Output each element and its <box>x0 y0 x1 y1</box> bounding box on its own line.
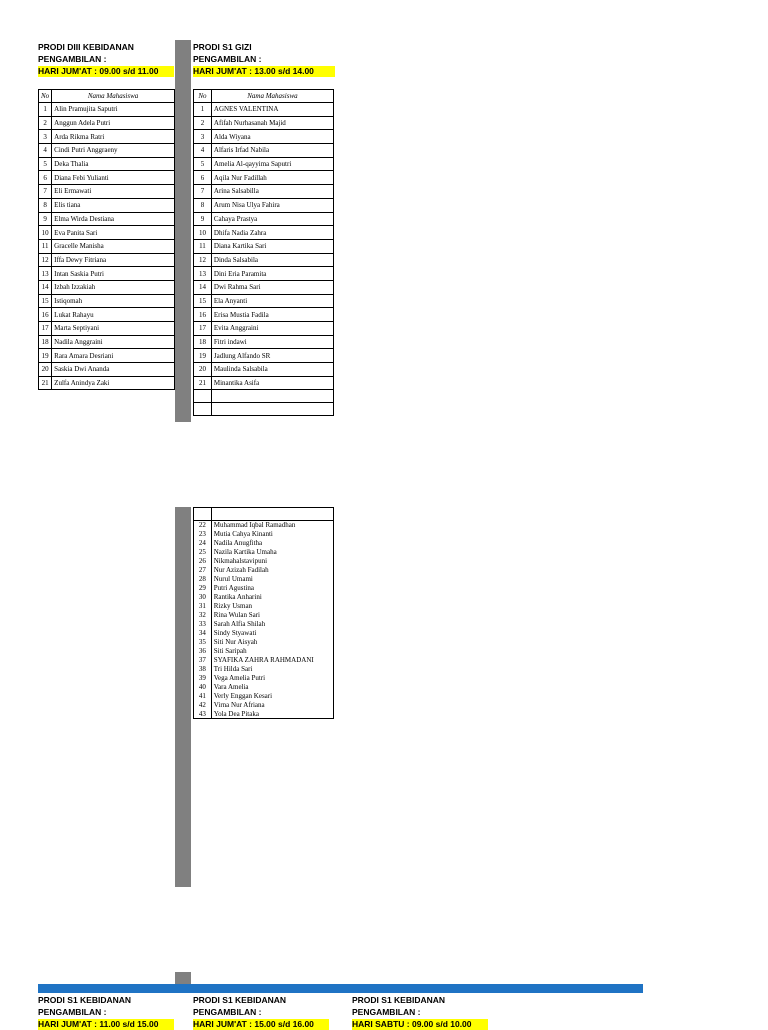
table-row <box>39 253 175 267</box>
student-name: Diana Kartika Sari <box>211 239 333 253</box>
row-number: 13 <box>39 267 52 281</box>
table-row <box>194 294 334 308</box>
col-nama-header: Nama Mahasiswa <box>52 90 175 103</box>
student-name: Jadlung Alfando SR <box>211 349 333 363</box>
student-name: Mutia Cahya Kinanti <box>211 530 333 539</box>
bottom-pengambilan-label-3: PENGAMBILAN : <box>352 1007 421 1017</box>
table-row <box>39 185 175 199</box>
row-number: 27 <box>194 566 212 575</box>
row-number: 12 <box>194 253 212 267</box>
table-row <box>39 322 175 336</box>
table-row <box>194 267 334 281</box>
student-name: Nurul Umami <box>211 575 333 584</box>
table-row <box>39 130 175 144</box>
row-number: 20 <box>39 363 52 377</box>
d3-pengambilan-label: PENGAMBILAN : <box>38 54 107 64</box>
table-row <box>194 280 334 294</box>
student-name: Vega Amelia Putri <box>211 674 333 683</box>
gizi-prodi-title: PRODI S1 GIZI <box>193 42 252 52</box>
student-name: Eva Panita Sari <box>52 226 175 240</box>
student-name: Arum Nisa Ulya Fahira <box>211 198 333 212</box>
table-row <box>39 294 175 308</box>
row-number: 29 <box>194 584 212 593</box>
table-row <box>194 116 334 130</box>
student-name: Tri Hilda Sari <box>211 665 333 674</box>
row-number: 14 <box>39 280 52 294</box>
row-number: 6 <box>194 171 212 185</box>
student-name: Nadila Anugfitha <box>211 539 333 548</box>
row-number: 1 <box>39 103 52 117</box>
table-row <box>194 701 334 710</box>
table-row <box>194 130 334 144</box>
table-row <box>194 602 334 611</box>
table-row <box>194 185 334 199</box>
table-row <box>39 103 175 117</box>
row-number: 25 <box>194 548 212 557</box>
row-number: 1 <box>194 103 212 117</box>
table-row <box>194 530 334 539</box>
student-name: Izbah Izzakiah <box>52 280 175 294</box>
row-number: 10 <box>39 226 52 240</box>
student-name: Diana Febi Yulianti <box>52 171 175 185</box>
row-number: 43 <box>194 710 212 719</box>
row-number: 6 <box>39 171 52 185</box>
student-name: Dhifa Nadia Zahra <box>211 226 333 240</box>
student-name: Deka Thalia <box>52 157 175 171</box>
student-name: Nikmahalstavipuni <box>211 557 333 566</box>
row-number: 2 <box>194 116 212 130</box>
table-row <box>194 376 334 390</box>
student-name: Saskia Dwi Ananda <box>52 363 175 377</box>
row-number: 18 <box>39 335 52 349</box>
student-name: Sarah Alfia Shilah <box>211 620 333 629</box>
row-number: 10 <box>194 226 212 240</box>
student-name: Nazila Kartika Umaha <box>211 548 333 557</box>
d3-prodi-title: PRODI DIII KEBIDANAN <box>38 42 134 52</box>
table-row <box>194 198 334 212</box>
row-number: 40 <box>194 683 212 692</box>
table-row <box>194 710 334 719</box>
blank-cell <box>194 390 212 403</box>
bottom-jadwal-3: HARI SABTU : 09.00 s/d 10.00 <box>352 1019 488 1030</box>
empty-row <box>194 390 334 403</box>
student-name: Minantika Asifa <box>211 376 333 390</box>
row-number: 7 <box>194 185 212 199</box>
row-number: 11 <box>39 239 52 253</box>
table-row <box>194 253 334 267</box>
student-name: Rina Wulan Sari <box>211 611 333 620</box>
student-name: Elis tiana <box>52 198 175 212</box>
student-name: Amelia Al-qayyima Saputri <box>211 157 333 171</box>
table-row <box>194 548 334 557</box>
student-name: Rara Amara Desriani <box>52 349 175 363</box>
row-number: 9 <box>194 212 212 226</box>
gizi-student-table-continued <box>193 507 334 719</box>
student-name: Rantika Anharini <box>211 593 333 602</box>
table-row <box>39 226 175 240</box>
row-number: 5 <box>39 157 52 171</box>
column-separator-cont <box>175 507 191 887</box>
table-row <box>194 575 334 584</box>
table-row <box>194 674 334 683</box>
table-row <box>194 171 334 185</box>
empty-row <box>194 403 334 416</box>
row-number: 8 <box>39 198 52 212</box>
row-number: 11 <box>194 239 212 253</box>
column-separator <box>175 40 191 422</box>
student-name: Fitri indawi <box>211 335 333 349</box>
bottom-prodi-title-3: PRODI S1 KEBIDANAN <box>352 995 446 1005</box>
table-row <box>39 144 175 158</box>
row-number: 23 <box>194 530 212 539</box>
row-number: 12 <box>39 253 52 267</box>
row-number: 42 <box>194 701 212 710</box>
table-row <box>194 239 334 253</box>
student-name: Zulfa Anindya Zaki <box>52 376 175 390</box>
row-number: 4 <box>39 144 52 158</box>
student-name: Dinda Salsabila <box>211 253 333 267</box>
table-row <box>194 629 334 638</box>
student-name: Yola Dea Pitaka <box>211 710 333 719</box>
row-number: 19 <box>194 349 212 363</box>
student-name: Iffa Dewy Fitriana <box>52 253 175 267</box>
student-name: Nur Azizah Fadilah <box>211 566 333 575</box>
row-number: 21 <box>39 376 52 390</box>
student-name: Arina Salsabilla <box>211 185 333 199</box>
student-name: Anggun Adela Putri <box>52 116 175 130</box>
row-number: 36 <box>194 647 212 656</box>
row-number: 18 <box>194 335 212 349</box>
student-name: Arda Rikma Ratri <box>52 130 175 144</box>
row-number: 28 <box>194 575 212 584</box>
row-number: 32 <box>194 611 212 620</box>
student-name: Alfaris Irfad Nabila <box>211 144 333 158</box>
d3-jadwal: HARI JUM'AT : 09.00 s/d 11.00 <box>38 66 174 77</box>
student-name: Dwi Rahma Sari <box>211 280 333 294</box>
student-name: Alin Pramujita Saputri <box>52 103 175 117</box>
table-row <box>39 116 175 130</box>
blank-cell <box>194 403 212 416</box>
gizi-jadwal: HARI JUM'AT : 13.00 s/d 14.00 <box>193 66 335 77</box>
table-row <box>194 620 334 629</box>
gizi-pengambilan-label: PENGAMBILAN : <box>193 54 262 64</box>
student-name: Gracelle Manisha <box>52 239 175 253</box>
table-row <box>194 656 334 665</box>
student-name: Ela Anyanti <box>211 294 333 308</box>
row-number: 20 <box>194 363 212 377</box>
row-number: 7 <box>39 185 52 199</box>
student-name: Afifah Nurhasanah Majid <box>211 116 333 130</box>
col-nama-header: Nama Mahasiswa <box>211 90 333 103</box>
table-row <box>194 157 334 171</box>
student-name: Intan Saskia Putri <box>52 267 175 281</box>
table-row <box>194 638 334 647</box>
student-name: Vara Amelia <box>211 683 333 692</box>
row-number: 15 <box>194 294 212 308</box>
student-name: Maulinda Salsabila <box>211 363 333 377</box>
student-name: Eli Ermawati <box>52 185 175 199</box>
table-row <box>194 226 334 240</box>
row-number: 4 <box>194 144 212 158</box>
row-number: 14 <box>194 280 212 294</box>
row-number: 15 <box>39 294 52 308</box>
student-name: Verly Enggan Kesari <box>211 692 333 701</box>
table-row <box>194 521 334 530</box>
row-number: 38 <box>194 665 212 674</box>
table-row <box>194 692 334 701</box>
row-number: 22 <box>194 521 212 530</box>
row-number: 17 <box>39 322 52 336</box>
table-row <box>194 335 334 349</box>
table-row <box>39 198 175 212</box>
row-number: 26 <box>194 557 212 566</box>
table-row <box>39 239 175 253</box>
student-name: Aqila Nur Fadillah <box>211 171 333 185</box>
student-name: Sindy Styawati <box>211 629 333 638</box>
student-name: Evita Anggraini <box>211 322 333 336</box>
row-number: 37 <box>194 656 212 665</box>
student-name: Rizky Usman <box>211 602 333 611</box>
student-name: Muhammad Iqbal Ramadhan <box>211 521 333 530</box>
row-number: 17 <box>194 322 212 336</box>
row-number: 5 <box>194 157 212 171</box>
table-row <box>39 280 175 294</box>
bottom-pengambilan-label-1: PENGAMBILAN : <box>38 1007 107 1017</box>
row-number: 13 <box>194 267 212 281</box>
blank-cell <box>211 390 333 403</box>
table-row <box>194 611 334 620</box>
table-row <box>194 584 334 593</box>
table-row <box>39 363 175 377</box>
row-number: 19 <box>39 349 52 363</box>
row-number: 21 <box>194 376 212 390</box>
table-row <box>39 376 175 390</box>
table-row <box>39 171 175 185</box>
table-row <box>194 322 334 336</box>
student-name: Erisa Mustia Fadila <box>211 308 333 322</box>
bottom-jadwal-1: HARI JUM'AT : 11.00 s/d 15.00 <box>38 1019 174 1030</box>
table-row <box>194 103 334 117</box>
student-name: Alda Wiyana <box>211 130 333 144</box>
row-number: 2 <box>39 116 52 130</box>
student-name: SYAFIKA ZAHRA RAHMADANI <box>211 656 333 665</box>
bottom-jadwal-2: HARI JUM'AT : 15.00 s/d 16.00 <box>193 1019 329 1030</box>
table-row <box>194 349 334 363</box>
student-name: Siti Saripah <box>211 647 333 656</box>
student-name: Istiqomah <box>52 294 175 308</box>
section-blue-bar <box>38 984 643 993</box>
table-row <box>39 267 175 281</box>
column-separator-bottom <box>175 972 191 984</box>
table-row <box>194 647 334 656</box>
table-row <box>194 566 334 575</box>
row-number: 39 <box>194 674 212 683</box>
table-row <box>194 308 334 322</box>
d3-student-table <box>38 89 175 390</box>
student-name: Nadila Anggraini <box>52 335 175 349</box>
row-number: 16 <box>194 308 212 322</box>
student-name: Virna Nur Afriana <box>211 701 333 710</box>
col-no-header: No <box>194 90 212 103</box>
row-number: 3 <box>194 130 212 144</box>
row-number: 9 <box>39 212 52 226</box>
student-name: Elma Wirda Destiana <box>52 212 175 226</box>
table-row <box>194 539 334 548</box>
row-number: 34 <box>194 629 212 638</box>
blank-cell <box>211 403 333 416</box>
col-no-header: No <box>39 90 52 103</box>
table-row <box>39 308 175 322</box>
student-name: Dini Eria Paramita <box>211 267 333 281</box>
student-name: Cahaya Prastya <box>211 212 333 226</box>
row-number: 3 <box>39 130 52 144</box>
table-row <box>194 212 334 226</box>
table-row <box>194 665 334 674</box>
student-name: Siti Nur Aisyah <box>211 638 333 647</box>
row-number: 8 <box>194 198 212 212</box>
row-number: 41 <box>194 692 212 701</box>
row-number: 33 <box>194 620 212 629</box>
row-number: 24 <box>194 539 212 548</box>
table-row <box>39 335 175 349</box>
student-name: AGNES VALENTINA <box>211 103 333 117</box>
blank-cell <box>211 508 333 521</box>
table-row <box>194 593 334 602</box>
bottom-pengambilan-label-2: PENGAMBILAN : <box>193 1007 262 1017</box>
table-row <box>39 212 175 226</box>
table-row <box>194 557 334 566</box>
row-number: 31 <box>194 602 212 611</box>
row-number: 35 <box>194 638 212 647</box>
blank-cell <box>194 508 212 521</box>
student-name: Putri Agustina <box>211 584 333 593</box>
table-row <box>39 157 175 171</box>
row-number: 16 <box>39 308 52 322</box>
student-name: Marta Septiyani <box>52 322 175 336</box>
bottom-prodi-title-1: PRODI S1 KEBIDANAN <box>38 995 132 1005</box>
row-number: 30 <box>194 593 212 602</box>
table-row <box>39 349 175 363</box>
table-row <box>194 363 334 377</box>
gizi-student-table <box>193 89 334 416</box>
bottom-prodi-title-2: PRODI S1 KEBIDANAN <box>193 995 287 1005</box>
student-name: Cindi Putri Anggraeny <box>52 144 175 158</box>
table-row <box>194 683 334 692</box>
table-row <box>194 144 334 158</box>
student-name: Lukat Rahayu <box>52 308 175 322</box>
